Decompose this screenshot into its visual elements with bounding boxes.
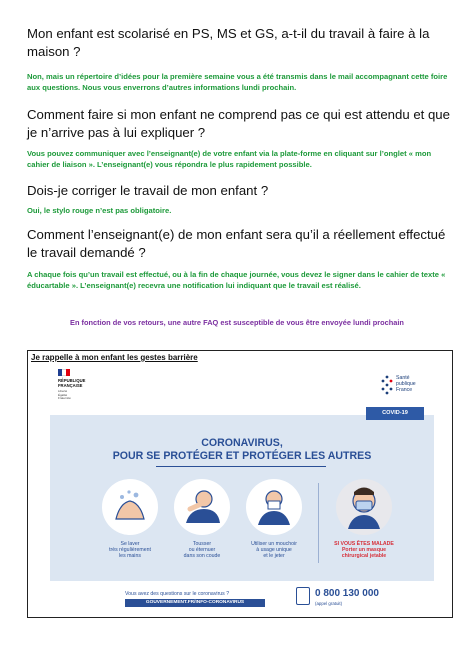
french-flag-icon <box>58 369 70 376</box>
sante-publique-logo <box>380 375 436 405</box>
headline-underline <box>156 466 326 467</box>
sante-dots-icon <box>380 375 394 395</box>
faq-question-2: Comment faire si mon enfant ne comprend pas ce qui est attendu et que je n’arrive pas à lui expliquer ? <box>27 107 450 140</box>
hotline-number: 0 800 130 000 <box>315 588 379 599</box>
hotline-note: (appel gratuit) <box>315 601 343 606</box>
faq-answer-3: Oui, le stylo rouge n’est pas obligatoire. <box>27 206 172 215</box>
poster-headline <box>50 437 434 463</box>
sante-publique-text: Santé publique France <box>396 375 416 393</box>
box-title: Je rappelle à mon enfant les gestes barrière <box>31 353 198 362</box>
republique-francaise-logo <box>58 369 108 409</box>
gesture-label-4: SI VOUS ÊTES MALADE Porter un masque chirurgical jetable <box>334 541 394 560</box>
faq-followup-note: En fonction de vos retours, une autre FAQ est susceptible de vous être envoyée lundi prochain <box>70 318 404 327</box>
faq-answer-1: Non, mais un répertoire d’idées pour la première semaine vous a été transmis dans le mail accompagnant cette foire aux questions. Nous vous enverrons d’autres informations lundi prochain. <box>27 72 448 92</box>
faq-answer-4: A chaque fois qu’un travail est effectué, ou à la fin de chaque journée, vous devez le signer dans le cahier de texte « éducartable ». L’enseignant(e) recevra une notification lui indiquant que le travail est réalisé. <box>27 270 446 290</box>
republique-text: RÉPUBLIQUE FRANÇAISE <box>58 378 86 388</box>
gesture-label-3: Utiliser un mouchoir à usage unique et le jeter <box>251 541 297 560</box>
covid-tag: COVID-19 <box>366 407 424 420</box>
tissue-icon <box>246 479 302 535</box>
faq-question-3: Dois-je corriger le travail de mon enfant ? <box>27 183 269 198</box>
mask-icon <box>336 479 392 535</box>
cough-elbow-icon <box>174 479 230 535</box>
phone-icon <box>296 587 310 605</box>
gesture-label-1: Se laver très régulièrement les mains <box>109 541 151 560</box>
gesture-label-2: Tousser ou éternuer dans son coude <box>183 541 221 560</box>
republic-motto: Liberté Égalité Fraternité <box>58 389 71 401</box>
gesture-separator <box>318 483 319 563</box>
faq-question-1: Mon enfant est scolarisé en PS, MS et GS, a-t-il du travail à faire à la maison ? <box>27 26 430 59</box>
footer-question: Vous avez des questions sur le coronavirus ? <box>125 591 230 597</box>
headline-line-1: CORONAVIRUS, <box>201 437 283 449</box>
hand-washing-icon <box>102 479 158 535</box>
headline-line-2: POUR SE PROTÉGER ET PROTÉGER LES AUTRES <box>112 450 372 462</box>
faq-answer-2: Vous pouvez communiquer avec l’enseignant(e) de votre enfant via la plate-forme en cliquant sur l’onglet « mon cahier de liaison ». L’enseignant(e) vous répondra le plus rapidement possible. <box>27 149 432 169</box>
info-coronavirus-link[interactable]: GOUVERNEMENT.FR/INFO-CORONAVIRUS <box>125 599 265 607</box>
barrier-gestures-box <box>27 350 453 618</box>
coronavirus-poster <box>50 363 434 615</box>
faq-question-4: Comment l’enseignant(e) de mon enfant sera qu’il a réellement effectué le travail demandé ? <box>27 227 446 260</box>
